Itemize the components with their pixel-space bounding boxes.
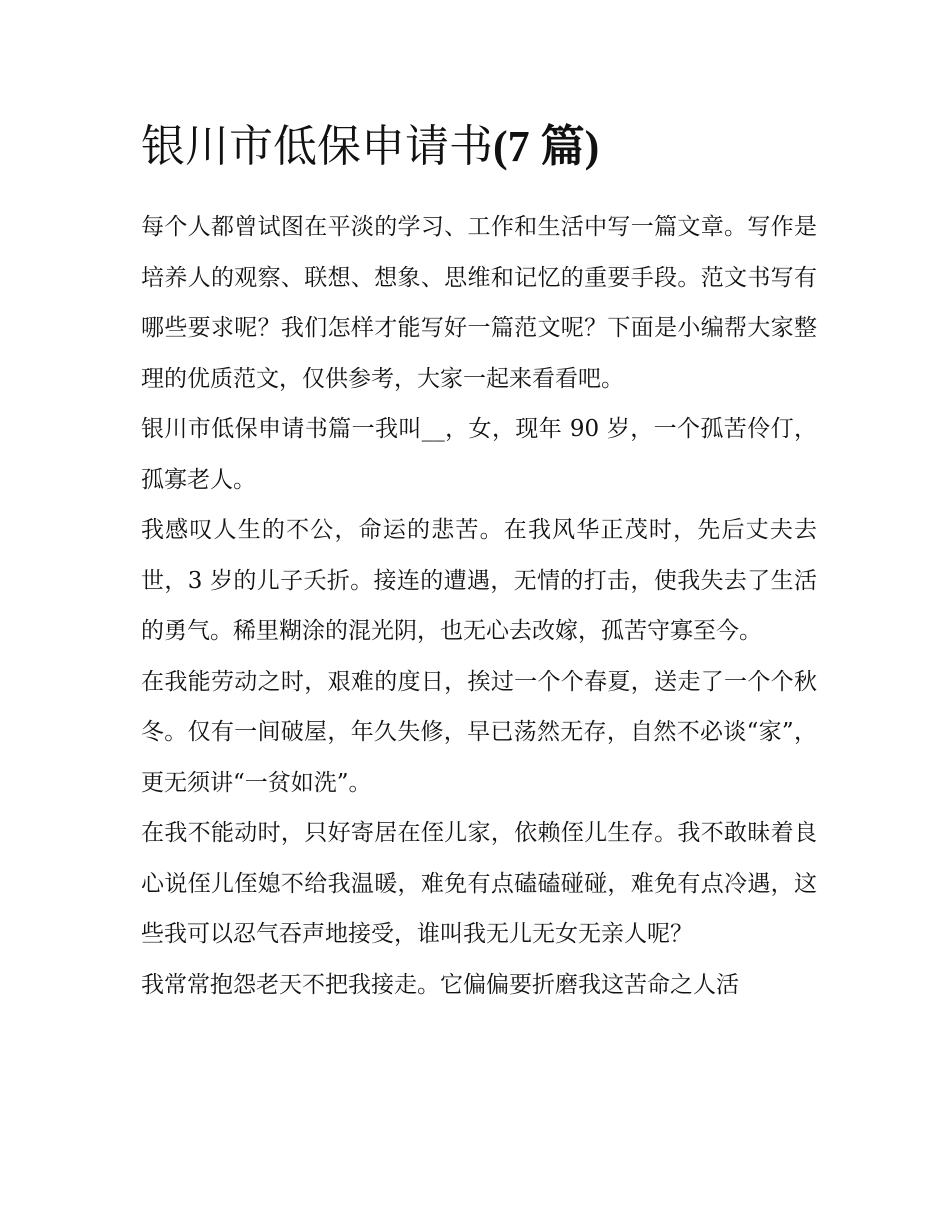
paragraph-5: 我常常抱怨老天不把我接走。它偏偏要折磨我这苦命之人活 bbox=[141, 971, 739, 998]
title-text: 银川市低保申请书 bbox=[141, 121, 493, 172]
paragraph-2: 我感叹人生的不公，命运的悲苦。在我风华正茂时，先后丈夫去世，3 岁的儿子夭折。接连的遭遇，无情的打击，使我失去了生活的勇气。稀里糊涂的混光阴，也无心去改嫁，孤苦守寡至今。 bbox=[141, 517, 817, 644]
paragraph-3: 在我能劳动之时，艰难的度日，挨过一个个春夏，送走了一个个秋冬。仅有一间破屋，年久失修，早已荡然无存，自然不必谈“家”，更无须讲“一贫如洗”。 bbox=[141, 668, 817, 796]
paragraph-1: 银川市低保申请书篇一我叫__，女，现年 90 岁，一个孤苦伶仃，孤寡老人。 bbox=[141, 416, 817, 493]
title-count: (7 篇) bbox=[493, 122, 600, 171]
document-title bbox=[141, 112, 817, 182]
document-body bbox=[141, 112, 817, 1010]
paragraph-intro: 每个人都曾试图在平淡的学习、工作和生活中写一篇文章。写作是培养人的观察、联想、想象、思维和记忆的重要手段。范文书写有哪些要求呢？我们怎样才能写好一篇范文呢？下面是小编帮大家整理的优质范文，仅供参考，大家一起来看看吧。 bbox=[141, 214, 817, 392]
paragraph-4: 在我不能动时，只好寄居在侄儿家，依赖侄儿生存。我不敢昧着良心说侄儿侄媳不给我温暖，难免有点磕磕碰碰，难免有点冷遇，这些我可以忍气吞声地接受，谁叫我无儿无女无亲人呢？ bbox=[141, 820, 817, 947]
